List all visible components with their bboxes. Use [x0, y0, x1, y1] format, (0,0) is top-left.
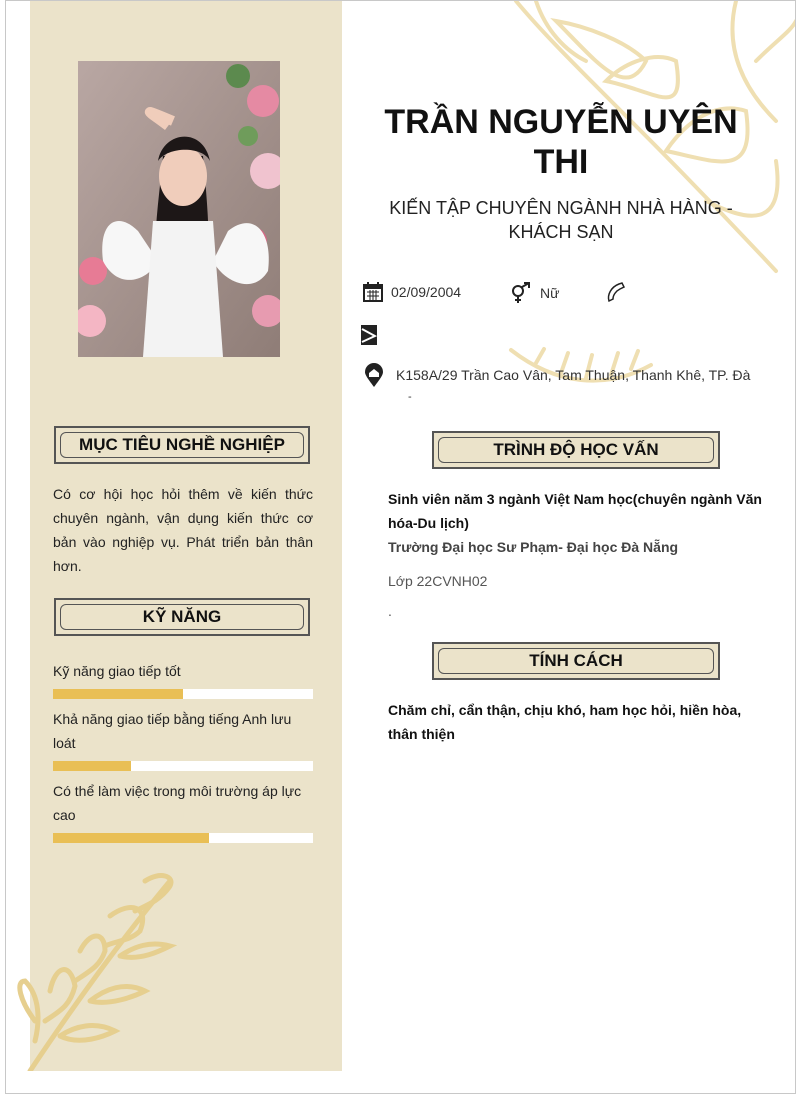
skill-bar — [53, 689, 313, 699]
education-school: Trường Đại học Sư Phạm- Đại học Đà Nẵng — [388, 539, 679, 555]
skill-bar — [53, 833, 313, 843]
full-name: TRẦN NGUYỄN UYÊN THI — [384, 103, 738, 181]
objective-text: Có cơ hội học hỏi thêm về kiến thức chuyên ngành, vận dụng kiến thức cơ bản vào nghiệp vụ. Phát triển bản thân hơn. — [53, 486, 313, 574]
skill-bar-fill — [53, 761, 131, 771]
email-info — [361, 325, 385, 345]
skill-bar-fill — [53, 689, 183, 699]
profile-photo — [78, 61, 280, 357]
birthday-info — [363, 282, 461, 302]
address-continuation: - — [408, 391, 412, 403]
skill-bar — [53, 761, 313, 771]
education-title: TRÌNH ĐỘ HỌC VẤN — [432, 431, 720, 469]
phone-info — [605, 281, 635, 303]
leaf-decoration-bottom-icon — [10, 871, 180, 1071]
skill-bar-fill — [53, 833, 209, 843]
education-major: Sinh viên năm 3 ngành Việt Nam học(chuyên ngành Văn hóa-Du lịch) — [388, 491, 762, 531]
gender-info — [510, 282, 559, 304]
calendar-icon — [363, 282, 383, 302]
gender-value: Nữ — [540, 285, 560, 301]
skills-title: KỸ NĂNG — [54, 598, 310, 636]
gender-icon — [510, 282, 532, 304]
skill-label: Kỹ năng giao tiếp tốt — [53, 663, 181, 679]
cv-page — [5, 0, 796, 1094]
skill-item — [53, 659, 313, 699]
personality-text: Chăm chỉ, cẩn thận, chịu khó, ham học hỏi, hiền hòa, thân thiện — [388, 702, 742, 742]
personality-title: TÍNH CÁCH — [432, 642, 720, 680]
skill-label: Có thể làm việc trong môi trường áp lực cao — [53, 783, 302, 823]
address-value: K158A/29 Trần Cao Vân, Tam Thuận, Thanh Khê, TP. Đà — [396, 367, 751, 383]
objective-title: MỤC TIÊU NGHỀ NGHIỆP — [54, 426, 310, 464]
birthday-value: 02/09/2004 — [391, 284, 462, 300]
skill-item — [53, 707, 313, 771]
skill-label: Khả năng giao tiếp bằng tiếng Anh lưu loát — [53, 711, 292, 751]
phone-icon — [605, 281, 627, 303]
education-class: Lớp 22CVNH02 — [388, 573, 488, 589]
address-info — [364, 363, 750, 387]
location-icon — [364, 363, 384, 387]
email-icon — [361, 325, 377, 345]
skill-item — [53, 779, 313, 843]
job-position: KIẾN TẬP CHUYÊN NGÀNH NHÀ HÀNG - KHÁCH SẠN — [389, 198, 733, 242]
education-content — [388, 487, 768, 623]
education-note: . — [388, 603, 392, 619]
